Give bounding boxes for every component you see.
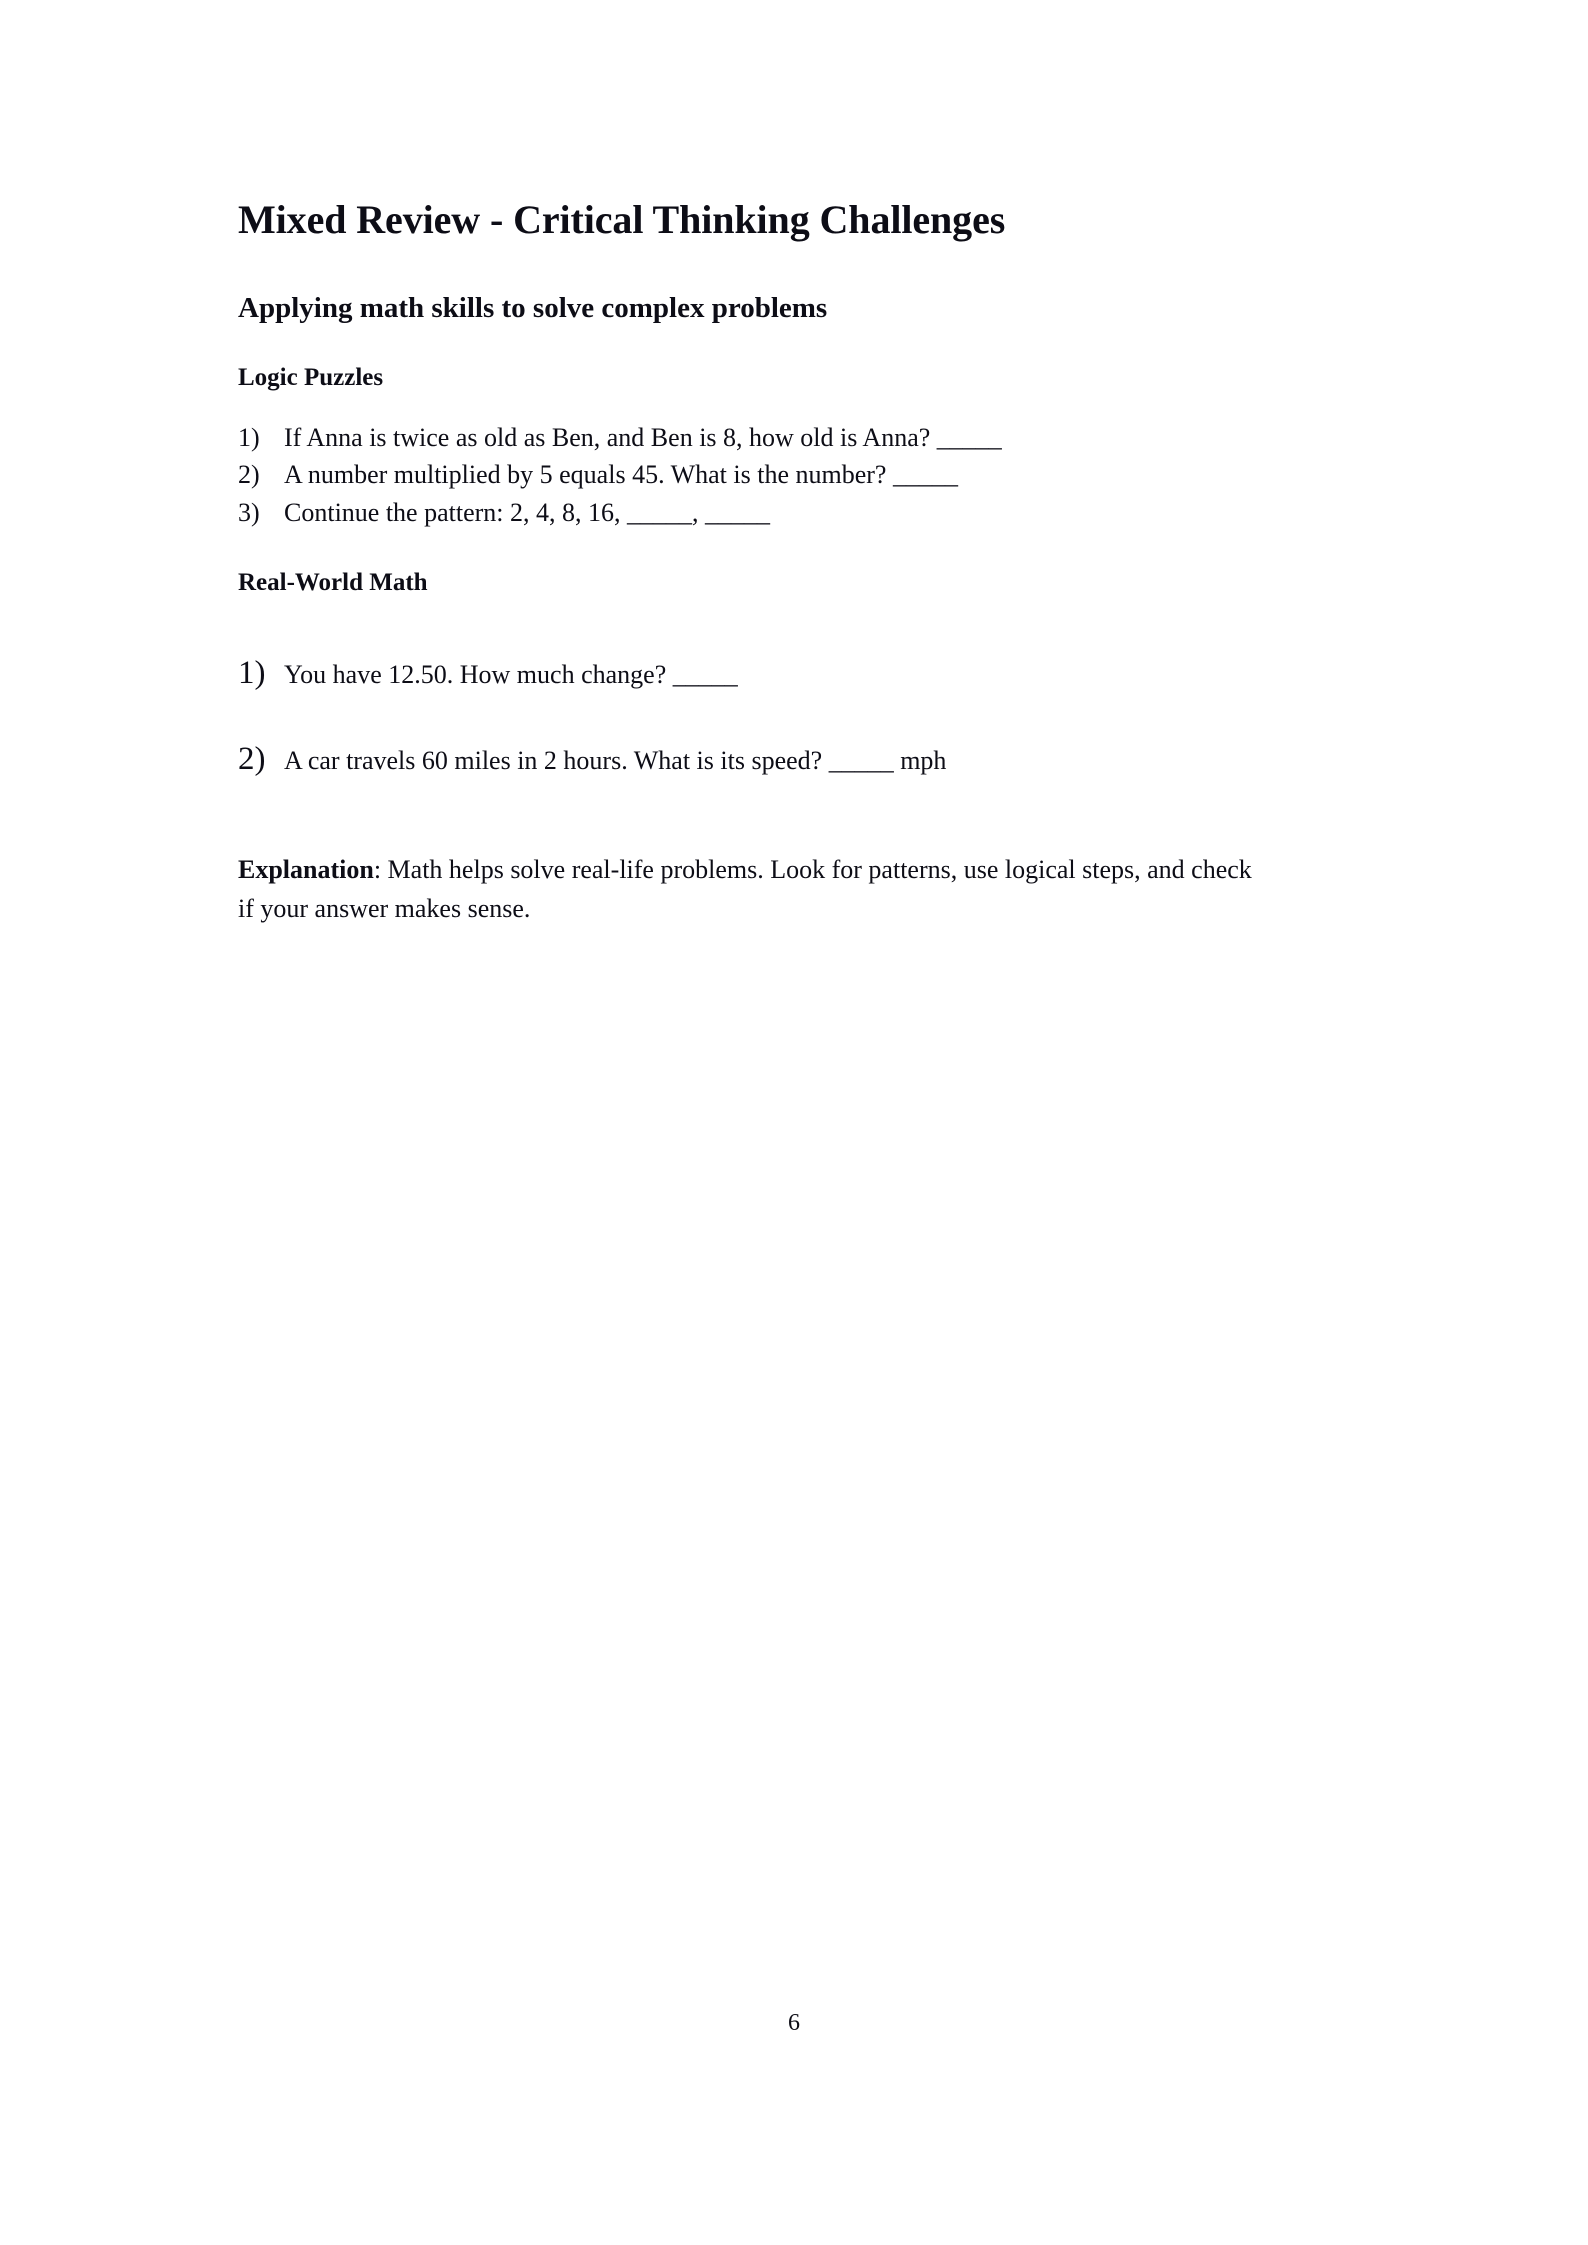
section-heading-logic-puzzles: Logic Puzzles: [238, 363, 384, 391]
explanation-body: : Math helps solve real-life problems. Look for patterns, use logical steps, and check if your answer makes sense.: [238, 855, 1252, 923]
list-item: [238, 494, 1278, 531]
list-item-text: A car travels 60 miles in 2 hours. What is its speed? _____ mph: [284, 745, 947, 775]
list-item-text: You have 12.50. How much change? _____: [284, 660, 738, 690]
list-marker: 3): [238, 497, 260, 527]
list-item: [238, 419, 1278, 456]
list-marker: 2): [238, 740, 266, 777]
list-item: [238, 456, 1278, 493]
real-world-math-list: [238, 598, 1278, 783]
page-number: 6: [788, 2010, 800, 2036]
list-item: [238, 650, 1278, 736]
list-marker: 2): [238, 460, 260, 490]
list-item: [238, 736, 1278, 784]
document-subtitle: Applying math skills to solve complex problems: [238, 292, 828, 325]
list-item-text: Continue the pattern: 2, 4, 8, 16, _____, _____: [284, 497, 771, 527]
document-content: [238, 196, 1278, 928]
explanation-label: Explanation: [238, 855, 374, 885]
logic-puzzles-list: [238, 393, 1278, 531]
page-title: Mixed Review - Critical Thinking Challenges: [238, 197, 1006, 242]
list-marker: 1): [238, 655, 266, 692]
list-item-text: If Anna is twice as old as Ben, and Ben is 8, how old is Anna? _____: [284, 422, 1002, 452]
list-marker: 1): [238, 422, 260, 452]
explanation-paragraph: [238, 783, 1273, 928]
section-heading-real-world-math: Real-World Math: [238, 569, 428, 597]
list-item-text: A number multiplied by 5 equals 45. What is the number? _____: [284, 460, 958, 490]
